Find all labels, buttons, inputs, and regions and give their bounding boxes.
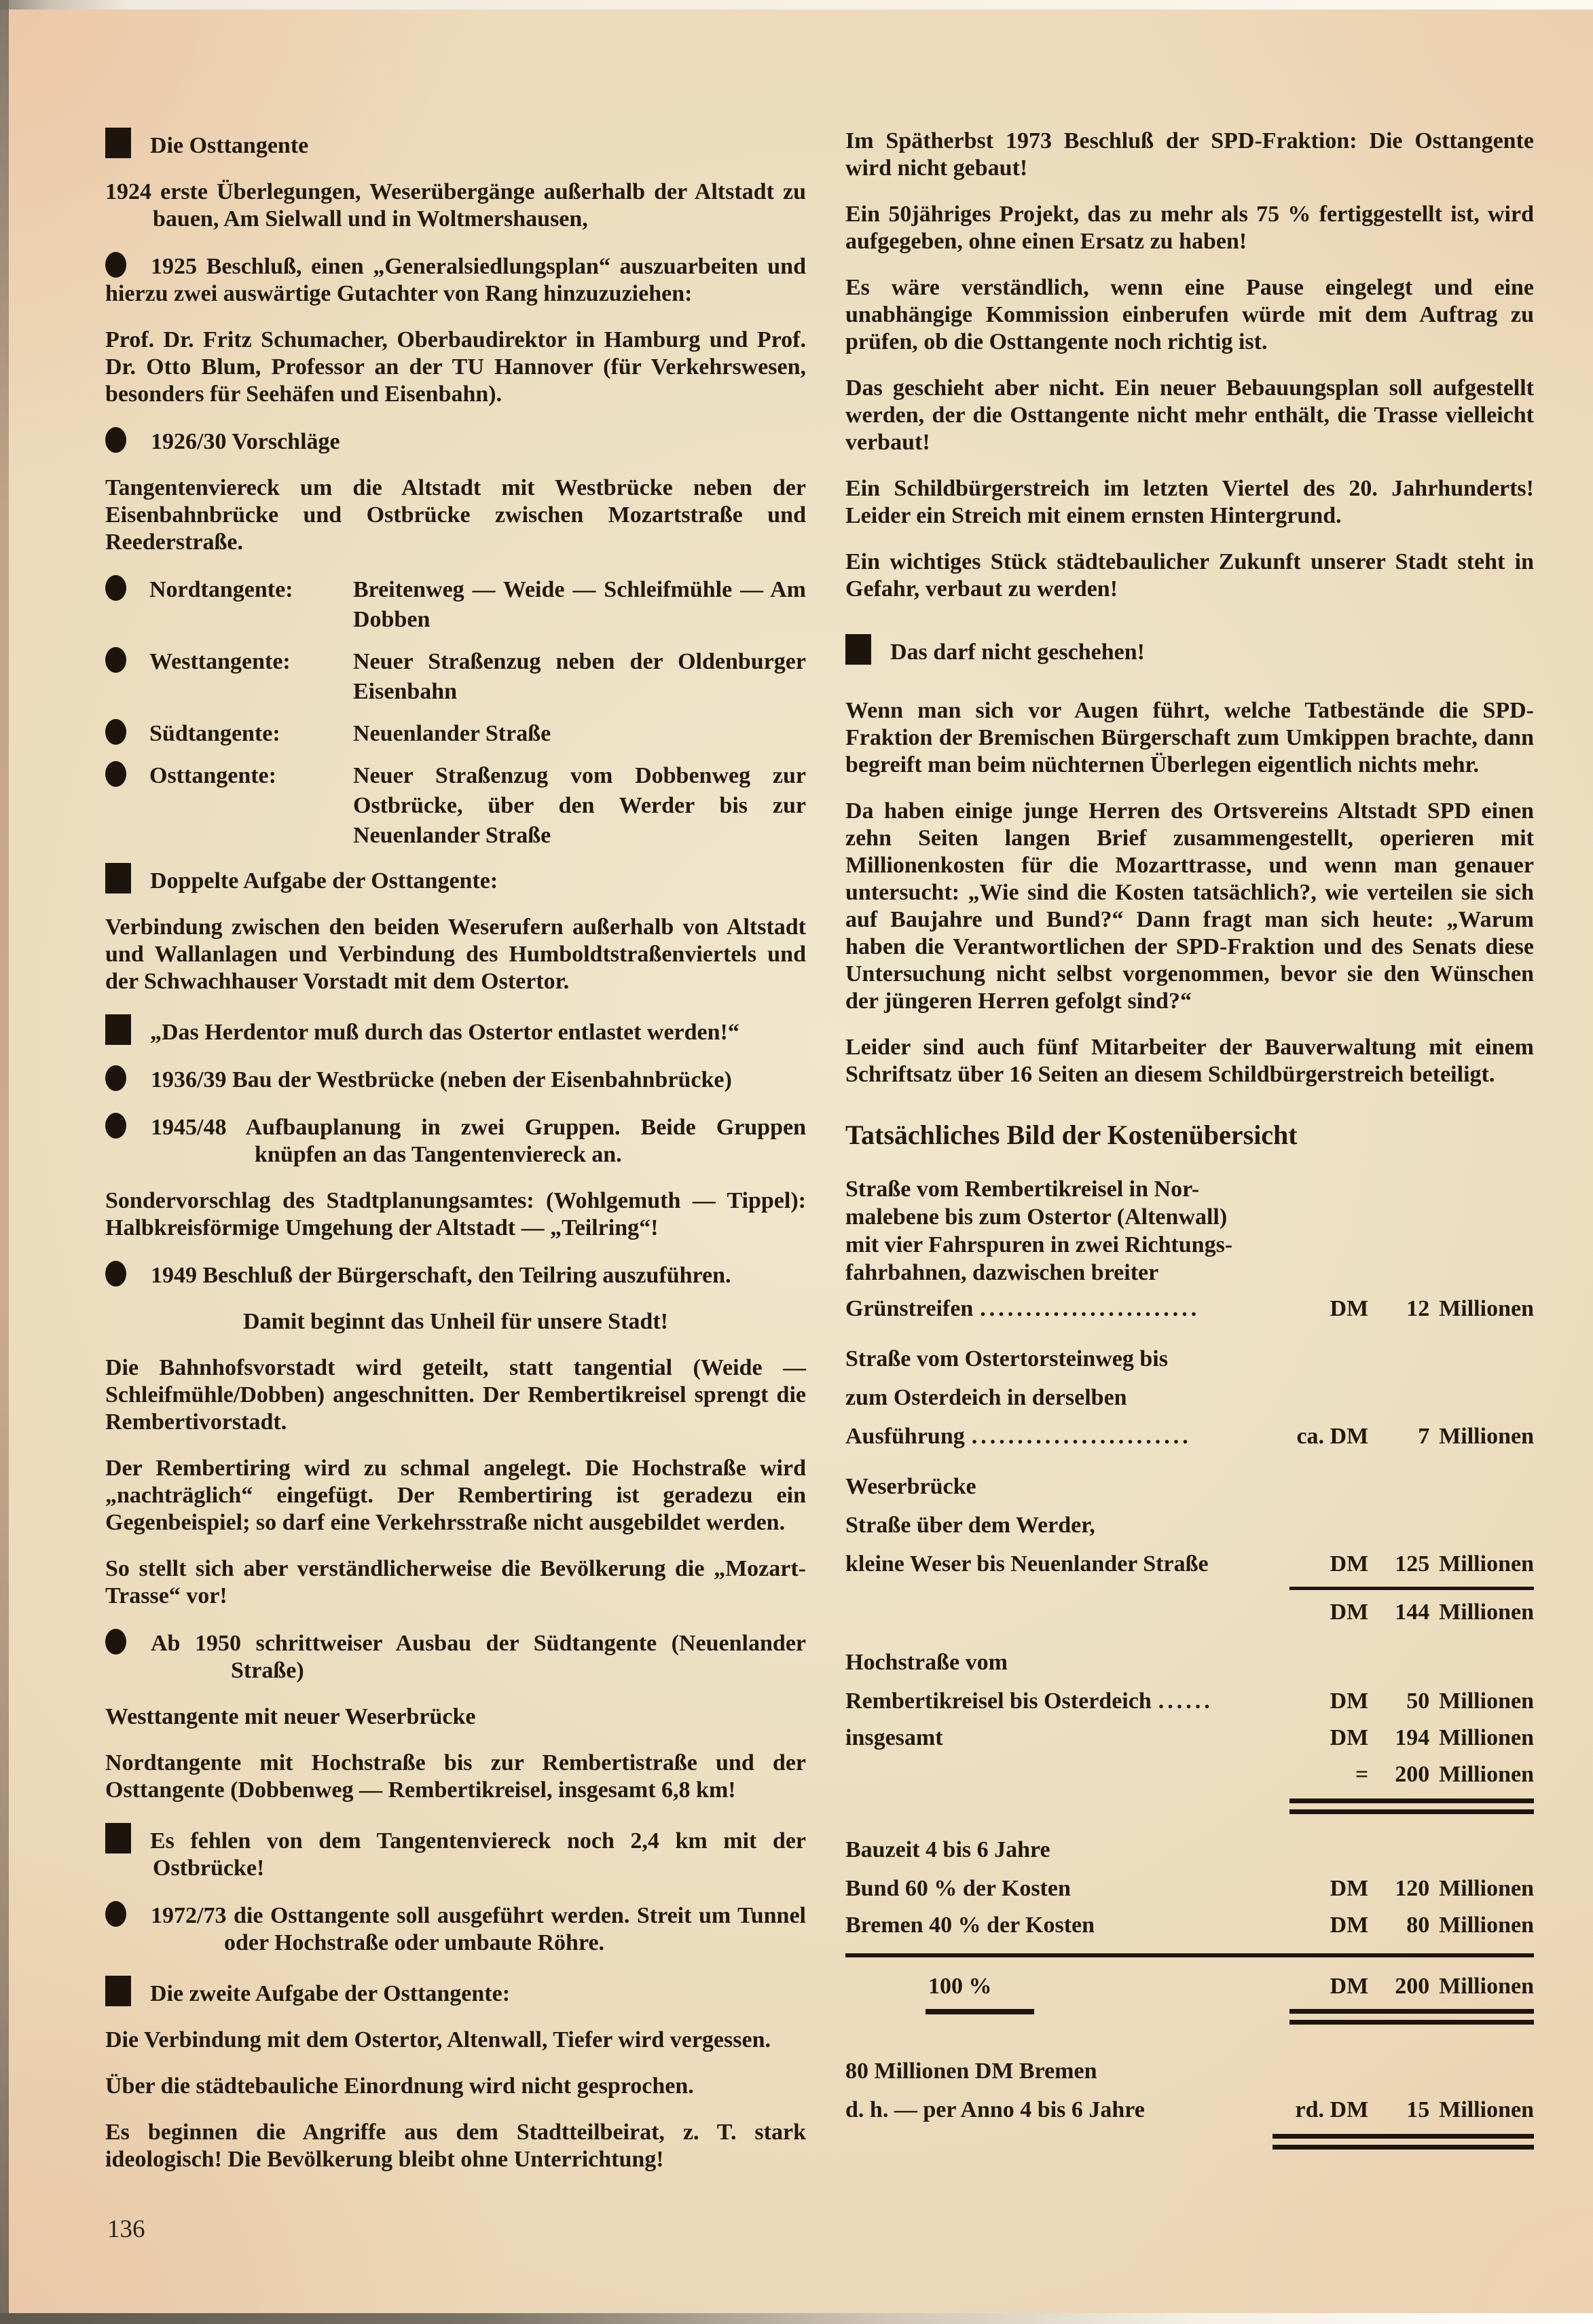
bullet-circle-icon — [105, 1629, 126, 1655]
cost-amount — [1266, 1972, 1534, 2001]
cost-section-heading: Tatsächliches Bild der Kostenübersicht — [845, 1120, 1298, 1150]
sum-rule-double — [1289, 2009, 1534, 2025]
paragraph-1945: 1945/48 Aufbauplanung in zwei Gruppen. Beide Gruppen knüpfen an das Tangentenviereck an. — [105, 1113, 806, 1168]
paragraph-spaetherbst: Im Spätherbst 1973 Beschluß der SPD-Fraktion: Die Osttangente wird nicht gebaut! — [845, 128, 1534, 181]
amount-value: 120 — [1395, 1876, 1430, 1901]
paragraph-sondervorschlag: Sondervorschlag des Stadtplanungsamtes: (Wohlgemuth — Tippel): Halbkreisförmige Umgehung der Altstadt — „Teilring“! — [105, 1188, 806, 1240]
cost-amount — [1266, 1422, 1534, 1451]
amount-unit: Millionen — [1439, 1974, 1534, 1999]
cost-text-line: Straße vom Rembertikreisel in Nor- — [845, 1177, 1200, 1202]
cost-row — [845, 1760, 1534, 1789]
bullet-circle-icon — [105, 1261, 126, 1287]
paragraph-verbindung: Verbindung zwischen den beiden Weserufern außerhalb von Altstadt und Wallanlagen und Verbindung des Humboldtstraßenviertels und der Schwachhauser Vorstadt mit dem Ostertor. — [105, 915, 806, 994]
paragraph-es-fehlen: Es fehlen von dem Tangentenviereck noch 2,4 km mit der Ostbrücke! — [105, 1823, 806, 1882]
bullet-square-icon — [105, 863, 131, 893]
leader-dots: ...... — [1158, 1689, 1213, 1714]
cost-row — [845, 1972, 1534, 2001]
amount-value: 7 — [1418, 1424, 1430, 1449]
paragraph-1925: 1925 Beschluß, einen „Generalsiedlungsplan“ auszuarbeiten und hierzu zwei auswärtige Gutachter von Rang hinzuzuziehen: — [105, 252, 806, 308]
cost-amount — [1266, 1295, 1534, 1323]
paragraph-ab1950: Ab 1950 schrittweiser Ausbau der Südtangente (Neuenlander Straße) — [105, 1629, 806, 1684]
cost-label: 100 % — [928, 1974, 992, 1999]
amount-value: 200 — [1395, 1762, 1430, 1787]
right-column — [845, 117, 1534, 2192]
paragraph-brief: Da haben einige junge Herren des Ortsvereins Altstadt SPD einen zehn Seiten langen Brief zusammengestellt, operieren mit Millionenkosten für die Mozarttrasse, und wenn man genauer untersucht: „Wie sind die Kosten tatsächlich?, wie verteilen sie sich auf Baujahre und Bund?“ Dann fragt man sich heute: „Warum haben die Verantwortlichen der SPD-Fraktion und des Senats diese Untersuchung nicht selbst vorgenommen, bevor sie den Wünschen der jüngeren Herren gefolgt sind?“ — [845, 798, 1534, 1014]
paragraph-unheil: Damit beginnt das Unheil für unsere Stadt! — [243, 1309, 668, 1334]
cost-row — [845, 1295, 1534, 1323]
paragraph-angriffe: Es beginnen die Angriffe aus dem Stadtteilbeirat, z. T. stark ideologisch! Die Bevölkerung bleibt ohne Unterrichtung! — [105, 2120, 806, 2172]
amount-unit: Millionen — [1439, 1762, 1534, 1787]
cost-amount — [1266, 1724, 1534, 1752]
cost-text-line: mit vier Fahrspuren in zwei Richtungs- — [845, 1232, 1233, 1257]
tangent-label: Südtangente: — [149, 721, 280, 746]
cost-text-line: Bauzeit 4 bis 6 Jahre — [845, 1837, 1050, 1862]
paragraph-herdentor: „Das Herdentor muß durch das Ostertor entlastet werden!“ — [105, 1014, 806, 1046]
paragraph-gutachter: Prof. Dr. Fritz Schumacher, Oberbaudirektor in Hamburg und Prof. Dr. Otto Blum, Professor an der TU Hannover (für Verkehrswesen, besonders für Seehäfen und Eisenbahn). — [105, 327, 806, 407]
paragraph-bahnhofsvorstadt: Die Bahnhofsvorstadt wird geteilt, statt tangential (Weide — Schleifmühle/Dobben) angeschnitten. Der Rembertikreisel sprengt die Rembertivorstadt. — [105, 1355, 806, 1435]
amount-value: 12 — [1406, 1296, 1430, 1321]
bullet-circle-icon — [105, 427, 126, 453]
cost-row — [845, 1598, 1534, 1627]
amount-unit: Millionen — [1439, 2097, 1534, 2122]
tangent-desc: Neuenlander Straße — [353, 721, 551, 746]
cost-amount — [1266, 1760, 1534, 1789]
currency: DM — [1330, 1913, 1369, 1938]
paragraph-projekt: Ein 50jähriges Projekt, das zu mehr als 75 % fertiggestellt ist, wird aufgegeben, ohne einen Ersatz zu haben! — [845, 202, 1534, 254]
bullet-circle-icon — [105, 1065, 126, 1091]
cost-label: Rembertikreisel bis Osterdeich — [845, 1689, 1152, 1714]
amount-unit: Millionen — [1439, 1551, 1534, 1576]
cost-text-line: zum Osterdeich in derselben — [845, 1385, 1127, 1410]
paragraph-bebauungsplan: Das geschieht aber nicht. Ein neuer Bebauungsplan soll aufgestellt werden, der die Osttangente nicht mehr enthält, die Trasse vielleicht verbaut! — [845, 375, 1534, 455]
bullet-circle-icon — [105, 719, 126, 745]
sum-rule-double — [1289, 1799, 1534, 1814]
bullet-square-icon — [105, 1823, 131, 1853]
cost-amount — [1266, 1550, 1534, 1579]
tangent-row — [105, 647, 806, 707]
cost-entry-finanzierung — [845, 1836, 1534, 2025]
cost-text-line: Straße über dem Werder, — [845, 1513, 1095, 1538]
currency: DM — [1330, 1551, 1369, 1576]
cost-row — [845, 1550, 1534, 1579]
bullet-circle-icon — [105, 252, 126, 278]
currency: = — [1355, 1762, 1369, 1787]
paragraph-1924: 1924 erste Überlegungen, Weserübergänge außerhalb der Altstadt zu bauen, Am Sielwall und in Woltmershausen, — [105, 179, 806, 232]
tangent-desc: Breitenweg — Weide — Schleifmühle — Am Dobben — [353, 577, 806, 632]
bullet-square-icon — [105, 1014, 131, 1045]
cost-text-line: Straße vom Ostertorsteinweg bis — [845, 1346, 1168, 1371]
paragraph-verbindung2: Die Verbindung mit dem Ostertor, Altenwall, Tiefer wird vergessen. — [105, 2027, 771, 2052]
currency: DM — [1330, 1876, 1369, 1901]
currency: rd. DM — [1295, 2097, 1369, 2122]
paragraph-1926: 1926/30 Vorschläge — [105, 427, 806, 456]
paragraph-1949: 1949 Beschluß der Bürgerschaft, den Teilring auszuführen. — [105, 1261, 806, 1289]
cost-text-line: Hochstraße vom — [845, 1650, 1008, 1675]
cost-row — [845, 1875, 1534, 1903]
percent-underline-rule — [926, 2009, 1034, 2014]
cost-label: kleine Weser bis Neuenlander Straße — [845, 1551, 1209, 1576]
cost-row — [845, 1687, 1534, 1716]
sum-rule-single — [1289, 1587, 1534, 1590]
cost-label: Ausführung — [845, 1424, 965, 1449]
heading-text: Die Osttangente — [150, 133, 309, 158]
amount-value: 144 — [1395, 1600, 1430, 1625]
tangent-label: Westtangente: — [149, 649, 291, 674]
cost-entry-ostertorsteinweg — [845, 1345, 1534, 1451]
tangent-label: Nordtangente: — [149, 577, 293, 602]
amount-unit: Millionen — [1439, 1913, 1534, 1938]
bullet-square-icon — [105, 1976, 131, 2006]
tangent-row — [105, 761, 806, 851]
tangent-row — [105, 575, 806, 635]
paragraph-zukunft: Ein wichtiges Stück städtebaulicher Zukunft unserer Stadt steht in Gefahr, verbaut zu werden! — [845, 549, 1534, 602]
cost-row — [845, 2096, 1534, 2124]
cost-entry-hochstrasse — [845, 1648, 1534, 1814]
section-heading-osttangente — [105, 128, 806, 160]
amount-value: 200 — [1395, 1974, 1430, 1999]
paragraph-nordtangente: Nordtangente mit Hochstraße bis zur Rembertistraße und der Osttangente (Dobbenweg — Rembertikreisel, insgesamt 6,8 km! — [105, 1750, 806, 1803]
cost-entry-per-anno — [845, 2057, 1534, 2150]
scan-edge-left — [0, 0, 9, 2324]
scan-edge-bottom — [0, 2313, 1593, 2324]
paragraph-westtangente: Westtangente mit neuer Weserbrücke — [105, 1704, 476, 1729]
paragraph-mozart-trasse: So stellt sich aber verständlicherweise die Bevölkerung die „Mozart-Trasse“ vor! — [105, 1556, 806, 1608]
left-column — [105, 117, 806, 2192]
cost-text-line: fahrbahnen, dazwischen breiter — [845, 1260, 1159, 1285]
paragraph-tatbestaende: Wenn man sich vor Augen führt, welche Tatbestände die SPD-Fraktion der Bremischen Bürgerschaft zum Umkippen brachte, dann begreift man beim nüchternen Überlegen eigentlich nichts mehr. — [845, 698, 1534, 777]
cost-row — [845, 1422, 1534, 1451]
cost-text-line: 80 Millionen DM Bremen — [845, 2059, 1097, 2084]
page-number: 136 — [107, 2215, 145, 2243]
cost-label: Grünstreifen — [845, 1296, 974, 1321]
currency: ca. DM — [1296, 1424, 1369, 1449]
cost-entry-weserbruecke — [845, 1473, 1534, 1627]
currency: DM — [1330, 1725, 1369, 1750]
tangent-label: Osttangente: — [149, 763, 276, 788]
bullet-circle-icon — [105, 1113, 126, 1139]
paragraph-kommission: Es wäre verständlich, wenn eine Pause eingelegt und eine unabhängige Kommission einberufen würde mit dem Auftrag zu prüfen, ob die Osttangente noch richtig ist. — [845, 275, 1534, 354]
paragraph-mitarbeiter: Leider sind auch fünf Mitarbeiter der Bauverwaltung mit einem Schriftsatz über 16 Seiten an diesem Schildbürgerstreich beteiligt. — [845, 1035, 1534, 1087]
cost-amount — [1266, 2096, 1534, 2124]
cost-text-line: Weserbrücke — [845, 1474, 976, 1499]
bullet-circle-icon — [105, 575, 126, 601]
amount-unit: Millionen — [1439, 1600, 1534, 1625]
cost-text-line: malebene bis zum Ostertor (Altenwall) — [845, 1204, 1228, 1230]
amount-unit: Millionen — [1439, 1296, 1534, 1321]
currency: DM — [1330, 1600, 1369, 1625]
amount-unit: Millionen — [1439, 1725, 1534, 1750]
bullet-circle-icon — [105, 647, 126, 673]
leader-dots: ........................ — [971, 1424, 1192, 1449]
paragraph-das-darf-nicht: Das darf nicht geschehen! — [845, 634, 1534, 666]
paragraph-1972: 1972/73 die Osttangente soll ausgeführt werden. Streit um Tunnel oder Hochstraße oder umbaute Röhre. — [105, 1901, 806, 1957]
amount-unit: Millionen — [1439, 1689, 1534, 1714]
cost-label: Bund 60 % der Kosten — [845, 1876, 1071, 1901]
total-rule-full-width — [845, 1953, 1534, 1957]
scan-edge-top — [0, 0, 1593, 10]
bullet-circle-icon — [105, 761, 126, 787]
cost-label: d. h. — per Anno 4 bis 6 Jahre — [845, 2097, 1145, 2122]
currency: DM — [1330, 1689, 1369, 1714]
paragraph-1936: 1936/39 Bau der Westbrücke (neben der Eisenbahnbrücke) — [105, 1065, 806, 1094]
leader-dots: ........................ — [980, 1296, 1201, 1321]
bullet-square-icon — [105, 128, 131, 158]
amount-unit: Millionen — [1439, 1424, 1534, 1449]
paragraph-einordnung: Über die städtebauliche Einordnung wird nicht gesprochen. — [105, 2073, 694, 2099]
currency: DM — [1330, 1974, 1369, 1999]
two-column-layout — [105, 117, 1534, 2192]
paragraph-tangentenviereck: Tangentenviereck um die Altstadt mit Westbrücke neben der Eisenbahnbrücke und Ostbrücke zwischen Mozartstraße und Reederstraße. — [105, 475, 806, 555]
amount-unit: Millionen — [1439, 1876, 1534, 1901]
cost-amount — [1266, 1911, 1534, 1940]
amount-value: 125 — [1395, 1551, 1430, 1576]
amount-value: 80 — [1406, 1913, 1430, 1938]
bullet-square-icon — [845, 634, 871, 665]
section-heading-doppelte-aufgabe: Doppelte Aufgabe der Osttangente: — [105, 863, 806, 895]
tangent-desc: Neuer Straßenzug neben der Oldenburger Eisenbahn — [353, 649, 806, 704]
bullet-circle-icon — [105, 1901, 126, 1927]
cost-row — [845, 1911, 1534, 1940]
currency: DM — [1330, 1296, 1369, 1321]
section-heading-zweite-aufgabe: Die zweite Aufgabe der Osttangente: — [105, 1976, 806, 2008]
amount-value: 15 — [1406, 2097, 1430, 2122]
cost-amount — [1266, 1875, 1534, 1903]
cost-label: insgesamt — [845, 1725, 943, 1750]
cost-entry-rembertikreisel — [845, 1175, 1534, 1323]
cost-row — [845, 1724, 1534, 1752]
paragraph-schildbuergerstreich: Ein Schildbürgerstreich im letzten Viertel des 20. Jahrhunderts! Leider ein Streich mit einem ernsten Hintergrund. — [845, 476, 1534, 528]
sum-rule-double — [1272, 2134, 1534, 2150]
amount-value: 50 — [1406, 1689, 1430, 1714]
tangent-desc: Neuer Straßenzug vom Dobbenweg zur Ostbrücke, über den Werder bis zur Neuenlander Straße — [353, 763, 806, 848]
cost-label: Bremen 40 % der Kosten — [845, 1913, 1095, 1938]
cost-amount — [1266, 1687, 1534, 1716]
tangent-row — [105, 719, 806, 749]
cost-amount — [1266, 1598, 1534, 1627]
amount-value: 194 — [1395, 1725, 1430, 1750]
paragraph-rembertiring: Der Rembertiring wird zu schmal angelegt. Die Hochstraße wird „nachträglich“ eingefügt. Der Rembertiring ist geradezu ein Gegenbeispiel; so darf eine Verkehrsstraße nicht ausgebildet werden. — [105, 1456, 806, 1535]
